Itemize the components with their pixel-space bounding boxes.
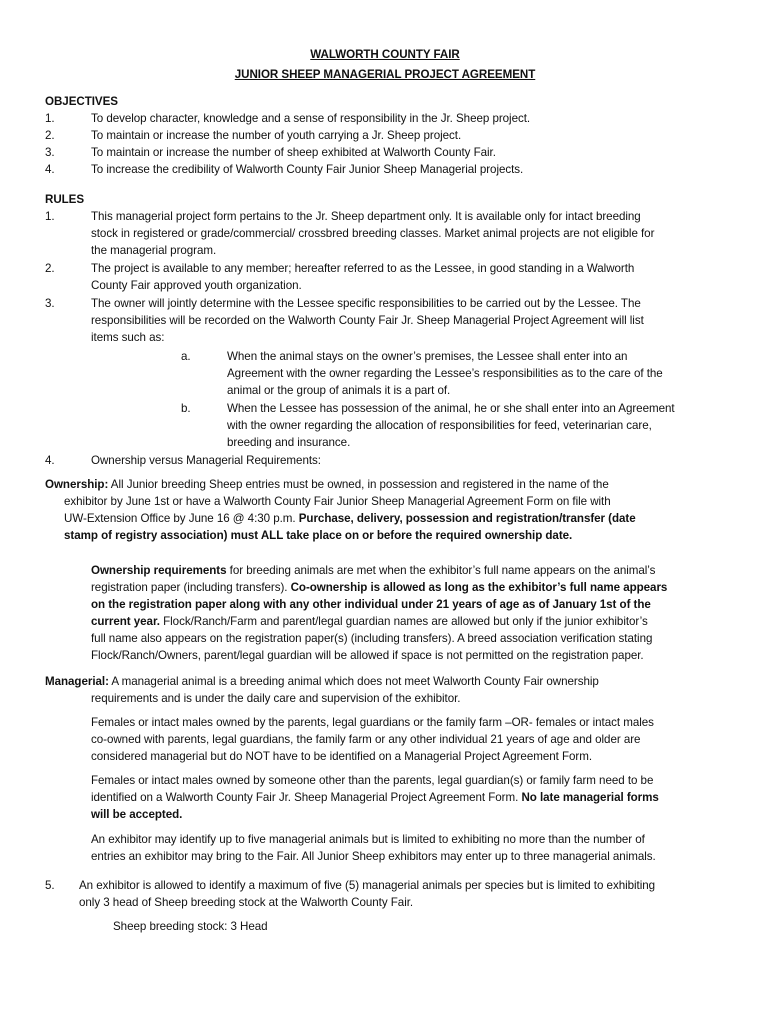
- sub-item-b-text: with the owner regarding the allocation of responsibilities for feed, veterinarian care,: [227, 419, 652, 432]
- ownership-requirements-label: Ownership requirements: [91, 564, 227, 577]
- ownership-req-line: [91, 614, 648, 630]
- current-year-bold-text: current year.: [91, 615, 160, 628]
- rule-text: County Fair approved youth organization.: [91, 279, 302, 292]
- objective-number: 4.: [45, 163, 55, 176]
- managerial-paragraph-text: entries an exhibitor may bring to the Fair. All Junior Sheep exhibitors may enter up to three managerial animals.: [91, 850, 656, 863]
- rule-text: An exhibitor is allowed to identify a maximum of five (5) managerial animals per species but is limited to exhibiting: [79, 879, 656, 892]
- ownership-req-text: Flock/Ranch/Owners, parent/legal guardian will be allowed if space is not permitted on the registration paper.: [91, 649, 644, 662]
- objective-number: 2.: [45, 129, 55, 142]
- rule-text: responsibilities will be recorded on the Walworth County Fair Jr. Sheep Managerial Project Agreement will list: [91, 314, 644, 327]
- sub-item-b-label: b.: [181, 402, 191, 415]
- sub-item-b-text: When the Lessee has possession of the animal, he or she shall enter into an Agreement: [227, 402, 675, 415]
- rule-text: The owner will jointly determine with the Lessee specific responsibilities to be carried out by the Lessee. The: [91, 297, 641, 310]
- rule-text: Ownership versus Managerial Requirements:: [91, 454, 321, 467]
- rule-text: This managerial project form pertains to the Jr. Sheep department only. It is available only for intact breeding: [91, 210, 641, 223]
- rules-heading: RULES: [45, 193, 85, 206]
- objective-text: To develop character, knowledge and a sense of responsibility in the Jr. Sheep project.: [91, 112, 531, 125]
- objective-text: To maintain or increase the number of youth carrying a Jr. Sheep project.: [91, 129, 462, 142]
- rule-number: 2.: [45, 262, 55, 275]
- ownership-req-text: registration paper (including transfers).: [91, 581, 291, 594]
- sub-item-a-text: When the animal stays on the owner’s premises, the Lessee shall enter into an: [227, 350, 628, 363]
- ownership-req-line: [91, 563, 655, 579]
- ownership-bold-text: stamp of registry association) must ALL take place on or before the required ownership date.: [64, 529, 573, 542]
- ownership-req-text: Flock/Ranch/Farm and parent/legal guardian names are allowed but only if the junior exhibitor’s: [159, 615, 648, 628]
- managerial-line: [91, 790, 659, 806]
- sheep-breeding-stock-limit: Sheep breeding stock: 3 Head: [113, 920, 268, 933]
- co-ownership-bold-text: on the registration paper along with any other individual under 21 years of age as of January 1st of the: [91, 598, 651, 611]
- managerial-paragraph-text: co-owned with parents, legal guardians, the family farm or any other individual 21 years of age and older are: [91, 733, 641, 746]
- objective-number: 3.: [45, 146, 55, 159]
- ownership-text: UW-Extension Office by June 16 @ 4:30 p.m.: [64, 512, 299, 525]
- sub-item-a-text: animal or the group of animals it is a part of.: [227, 384, 451, 397]
- rule-text: The project is available to any member; hereafter referred to as the Lessee, in good standing in a Walworth: [91, 262, 635, 275]
- no-late-forms-bold-text: No late managerial forms: [521, 791, 659, 804]
- ownership-text: All Junior breeding Sheep entries must be owned, in possession and registered in the name of the: [108, 478, 609, 491]
- ownership-req-text: full name also appears on the registration paper(s) (including transfers). A breed association verification stating: [91, 632, 653, 645]
- rule-number: 4.: [45, 454, 55, 467]
- objective-text: To maintain or increase the number of sheep exhibited at Walworth County Fair.: [91, 146, 496, 159]
- rule-text: the managerial program.: [91, 244, 217, 257]
- managerial-paragraph-text: Females or intact males owned by someone other than the parents, legal guardian(s) or family farm need to be: [91, 774, 654, 787]
- rule-text: stock in registered or grade/commercial/ crossbred breeding classes. Market animal projects are not eligible for: [91, 227, 655, 240]
- rule-text: only 3 head of Sheep breeding stock at the Walworth County Fair.: [79, 896, 414, 909]
- no-late-forms-bold-text: will be accepted.: [91, 808, 183, 821]
- sub-item-a-text: Agreement with the owner regarding the Lessee’s responsibilities as to the care of the: [227, 367, 663, 380]
- rule-text: items such as:: [91, 331, 165, 344]
- ownership-text: exhibitor by June 1st or have a Walworth County Fair Junior Sheep Managerial Agreement Form on file with: [64, 495, 611, 508]
- ownership-label: Ownership:: [45, 478, 109, 491]
- managerial-text: A managerial animal is a breeding animal which does not meet Walworth County Fair ownership: [108, 675, 599, 688]
- managerial-paragraph-text: identified on a Walworth County Fair Jr. Sheep Managerial Project Agreement Form.: [91, 791, 522, 804]
- sub-item-b-text: breeding and insurance.: [227, 436, 351, 449]
- managerial-line: [45, 674, 599, 690]
- ownership-bold-text: Purchase, delivery, possession and registration/transfer (date: [298, 512, 636, 525]
- managerial-label: Managerial:: [45, 675, 109, 688]
- rule-number: 5.: [45, 879, 55, 892]
- ownership-req-text: for breeding animals are met when the exhibitor’s full name appears on the animal’s: [226, 564, 656, 577]
- ownership-line: [64, 511, 636, 527]
- objective-number: 1.: [45, 112, 55, 125]
- managerial-paragraph-text: Females or intact males owned by the parents, legal guardians or the family farm –OR- females or intact males: [91, 716, 654, 729]
- managerial-text: requirements and is under the daily care and supervision of the exhibitor.: [91, 692, 461, 705]
- rule-number: 3.: [45, 297, 55, 310]
- ownership-req-line: [91, 580, 667, 596]
- objectives-heading: OBJECTIVES: [45, 95, 118, 108]
- managerial-paragraph-text: considered managerial but do NOT have to be identified on a Managerial Project Agreement Form.: [91, 750, 592, 763]
- sub-item-a-label: a.: [181, 350, 191, 363]
- agreement-title: JUNIOR SHEEP MANAGERIAL PROJECT AGREEMENT: [234, 68, 536, 81]
- rule-number: 1.: [45, 210, 55, 223]
- managerial-paragraph-text: An exhibitor may identify up to five managerial animals but is limited to exhibiting no more than the number of: [91, 833, 645, 846]
- fair-title: WALWORTH COUNTY FAIR: [310, 48, 460, 61]
- ownership-line: [45, 477, 609, 493]
- objective-text: To increase the credibility of Walworth County Fair Junior Sheep Managerial projects.: [91, 163, 524, 176]
- co-ownership-bold-text: Co-ownership is allowed as long as the exhibitor’s full name appears: [290, 581, 668, 594]
